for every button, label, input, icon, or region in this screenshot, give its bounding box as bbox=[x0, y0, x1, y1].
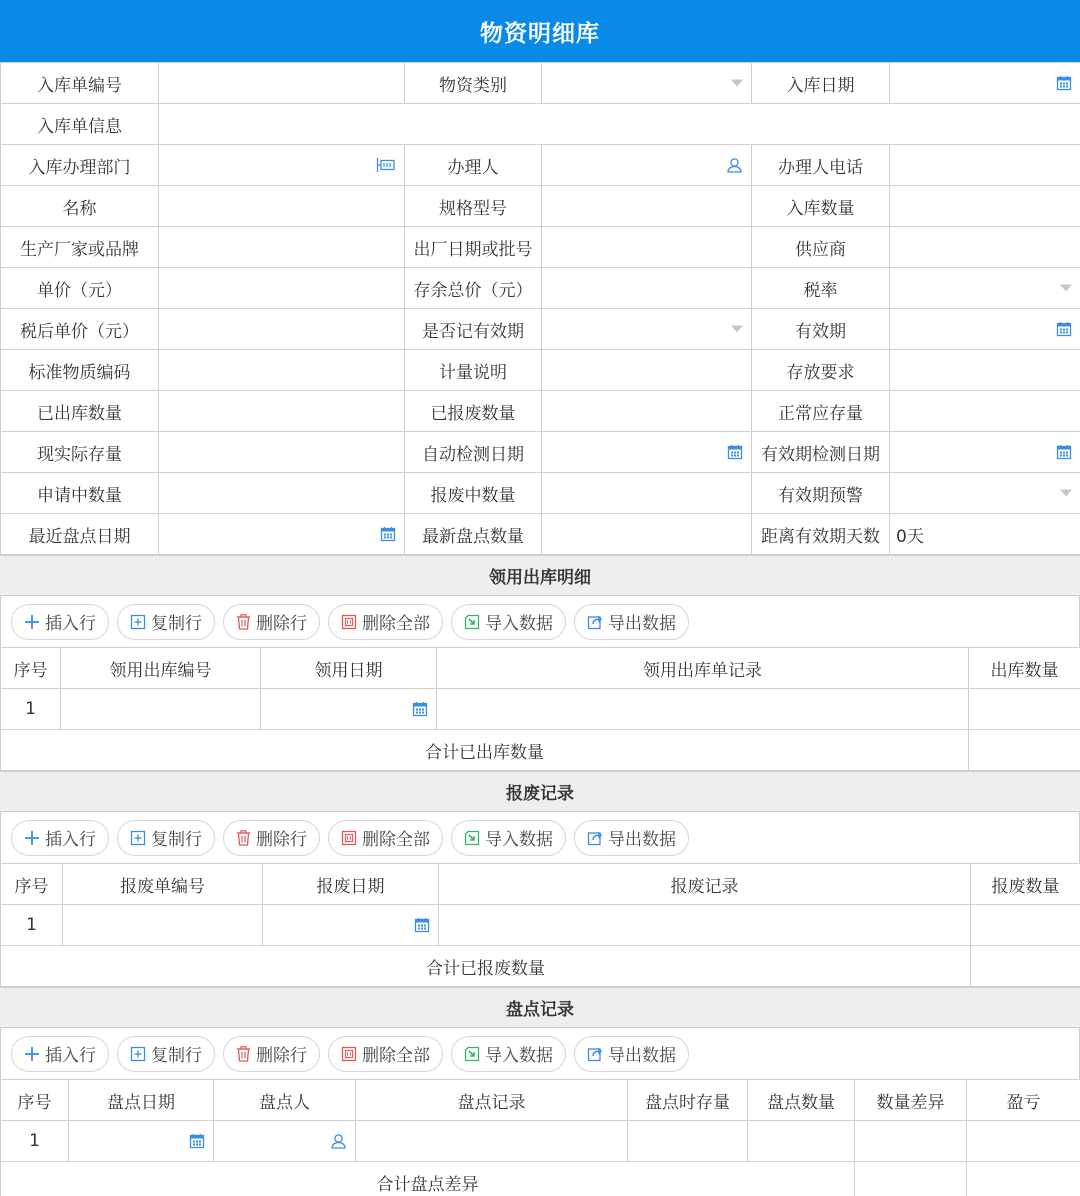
inventory-table bbox=[0, 1079, 1080, 1196]
scrap-date-input[interactable] bbox=[263, 905, 439, 946]
scrap-record-input[interactable] bbox=[439, 905, 971, 946]
scrap-toolbar bbox=[0, 812, 1080, 863]
button-label: 导入数据 bbox=[485, 830, 553, 850]
form-row bbox=[1, 186, 1080, 227]
form-input[interactable] bbox=[890, 391, 1080, 432]
inventory-stock-input[interactable] bbox=[628, 1121, 748, 1162]
import-icon bbox=[464, 1046, 480, 1062]
delete-row-button[interactable] bbox=[223, 604, 320, 640]
total-row bbox=[1, 730, 1080, 771]
form-row bbox=[1, 227, 1080, 268]
row-index: 1 bbox=[1, 1121, 69, 1162]
form-input[interactable] bbox=[159, 309, 405, 350]
row-index: 1 bbox=[1, 689, 61, 730]
form-input[interactable] bbox=[159, 268, 405, 309]
form-label: 供应商 bbox=[752, 227, 890, 268]
button-label: 复制行 bbox=[151, 830, 202, 850]
form-date-input[interactable] bbox=[890, 63, 1080, 104]
form-input[interactable] bbox=[159, 473, 405, 514]
button-label: 导入数据 bbox=[485, 1046, 553, 1066]
form-select[interactable] bbox=[890, 268, 1080, 309]
form-row bbox=[1, 145, 1080, 186]
form-label: 生产厂家或品牌 bbox=[1, 227, 159, 268]
delete-all-icon bbox=[341, 1046, 357, 1062]
total-row bbox=[1, 1162, 1080, 1196]
user-icon[interactable] bbox=[726, 157, 743, 174]
scrap-qty-input[interactable] bbox=[971, 905, 1080, 946]
section-outbound-title: 领用出库明细 bbox=[0, 555, 1080, 596]
page-title: 物资明细库 bbox=[0, 0, 1080, 62]
delete-row-button[interactable] bbox=[223, 820, 320, 856]
form-row bbox=[1, 350, 1080, 391]
header-inventory-stock: 盘点时存量 bbox=[628, 1080, 748, 1121]
form-label: 自动检测日期 bbox=[405, 432, 542, 473]
chevron-down-icon[interactable] bbox=[1060, 490, 1072, 497]
inventory-profit-input[interactable] bbox=[967, 1121, 1080, 1162]
calendar-icon[interactable] bbox=[727, 444, 743, 460]
total-label: 合计已出库数量 bbox=[1, 730, 969, 771]
form-input[interactable] bbox=[890, 145, 1080, 186]
outbound-no-input[interactable] bbox=[61, 689, 261, 730]
form-dept-picker[interactable] bbox=[159, 145, 405, 186]
button-label: 导出数据 bbox=[608, 1046, 676, 1066]
form-label: 报废中数量 bbox=[405, 473, 542, 514]
inventory-diff-input[interactable] bbox=[855, 1121, 967, 1162]
copy-row-button[interactable] bbox=[117, 1036, 215, 1072]
inventory-record-input[interactable] bbox=[356, 1121, 628, 1162]
form-select[interactable] bbox=[542, 309, 752, 350]
scrap-table bbox=[0, 863, 1080, 987]
form-input[interactable] bbox=[890, 227, 1080, 268]
plus-icon bbox=[24, 614, 40, 630]
delete-all-button[interactable] bbox=[328, 604, 443, 640]
form-input[interactable] bbox=[890, 514, 1080, 555]
form-date-input[interactable] bbox=[890, 432, 1080, 473]
inventory-qty-input[interactable] bbox=[748, 1121, 855, 1162]
header-index: 序号 bbox=[1, 864, 63, 905]
section-scrap-title: 报废记录 bbox=[0, 771, 1080, 812]
insert-row-button[interactable] bbox=[11, 820, 109, 856]
header-inventory-person: 盘点人 bbox=[214, 1080, 356, 1121]
form-date-input[interactable] bbox=[890, 309, 1080, 350]
scrap-header-row bbox=[1, 864, 1080, 905]
button-label: 插入行 bbox=[45, 614, 96, 634]
form-row bbox=[1, 104, 1080, 145]
total-value bbox=[969, 730, 1080, 771]
export-icon bbox=[587, 830, 603, 846]
form-row bbox=[1, 514, 1080, 555]
form-label: 已出库数量 bbox=[1, 391, 159, 432]
button-label: 删除全部 bbox=[362, 830, 430, 850]
form-label: 标准物质编码 bbox=[1, 350, 159, 391]
form-user-picker[interactable] bbox=[542, 145, 752, 186]
delete-all-button[interactable] bbox=[328, 1036, 443, 1072]
form-date-input[interactable] bbox=[542, 432, 752, 473]
insert-row-button[interactable] bbox=[11, 604, 109, 640]
form-row bbox=[1, 309, 1080, 350]
button-label: 复制行 bbox=[151, 614, 202, 634]
form-label: 已报废数量 bbox=[405, 391, 542, 432]
form-label: 存放要求 bbox=[752, 350, 890, 391]
form-input[interactable] bbox=[159, 104, 1080, 145]
form-input[interactable] bbox=[542, 268, 752, 309]
form-label: 物资类别 bbox=[405, 63, 542, 104]
form-input[interactable] bbox=[890, 350, 1080, 391]
button-label: 导出数据 bbox=[608, 614, 676, 634]
form-row bbox=[1, 432, 1080, 473]
copy-row-button[interactable] bbox=[117, 604, 215, 640]
export-data-button[interactable] bbox=[574, 1036, 689, 1072]
export-icon bbox=[587, 614, 603, 630]
form-label: 现实际存量 bbox=[1, 432, 159, 473]
total-label: 合计盘点差异 bbox=[1, 1162, 855, 1196]
button-label: 删除全部 bbox=[362, 614, 430, 634]
header-index: 序号 bbox=[1, 648, 61, 689]
calendar-icon[interactable] bbox=[1056, 75, 1072, 91]
form-input[interactable] bbox=[159, 391, 405, 432]
plus-icon bbox=[24, 830, 40, 846]
form-label: 最近盘点日期 bbox=[1, 514, 159, 555]
import-data-button[interactable] bbox=[451, 1036, 566, 1072]
header-outbound-record: 领用出库单记录 bbox=[437, 648, 969, 689]
header-scrap-qty: 报废数量 bbox=[971, 864, 1080, 905]
form-label: 出厂日期或批号 bbox=[405, 227, 542, 268]
total-label: 合计已报废数量 bbox=[1, 946, 971, 987]
form-label: 有效期检测日期 bbox=[752, 432, 890, 473]
form-label: 入库日期 bbox=[752, 63, 890, 104]
main-form-table bbox=[0, 62, 1080, 555]
export-icon bbox=[587, 1046, 603, 1062]
form-input[interactable] bbox=[159, 227, 405, 268]
import-data-button[interactable] bbox=[451, 604, 566, 640]
form-input[interactable] bbox=[542, 186, 752, 227]
form-select[interactable] bbox=[890, 473, 1080, 514]
calendar-icon[interactable] bbox=[1056, 321, 1072, 337]
form-value: 0天 bbox=[896, 526, 924, 547]
form-label: 入库数量 bbox=[752, 186, 890, 227]
inventory-toolbar bbox=[0, 1028, 1080, 1079]
calendar-icon[interactable] bbox=[380, 526, 396, 542]
user-icon[interactable] bbox=[330, 1133, 347, 1150]
plus-icon bbox=[24, 1046, 40, 1062]
form-input[interactable] bbox=[542, 227, 752, 268]
form-label: 有效期 bbox=[752, 309, 890, 350]
import-icon bbox=[464, 614, 480, 630]
copy-row-button[interactable] bbox=[117, 820, 215, 856]
delete-all-icon bbox=[341, 614, 357, 630]
form-label: 办理人 bbox=[405, 145, 542, 186]
copy-icon bbox=[130, 614, 146, 630]
inventory-person-input[interactable] bbox=[214, 1121, 356, 1162]
header-scrap-record: 报废记录 bbox=[439, 864, 971, 905]
inventory-header-row bbox=[1, 1080, 1080, 1121]
outbound-record-input[interactable] bbox=[437, 689, 969, 730]
button-label: 删除行 bbox=[256, 830, 307, 850]
header-inventory-qty: 盘点数量 bbox=[748, 1080, 855, 1121]
chevron-down-icon[interactable] bbox=[731, 80, 743, 87]
delete-all-button[interactable] bbox=[328, 820, 443, 856]
header-index: 序号 bbox=[1, 1080, 69, 1121]
form-input[interactable] bbox=[159, 432, 405, 473]
outbound-table bbox=[0, 647, 1080, 771]
form-input[interactable] bbox=[159, 186, 405, 227]
calendar-icon[interactable] bbox=[412, 701, 428, 717]
header-outbound-date: 领用日期 bbox=[261, 648, 437, 689]
form-label: 正常应存量 bbox=[752, 391, 890, 432]
form-label: 计量说明 bbox=[405, 350, 542, 391]
copy-icon bbox=[130, 1046, 146, 1062]
form-row bbox=[1, 63, 1080, 104]
total-value bbox=[855, 1162, 967, 1196]
chevron-down-icon[interactable] bbox=[731, 326, 743, 333]
form-row bbox=[1, 268, 1080, 309]
form-input[interactable] bbox=[159, 63, 405, 104]
outbound-toolbar bbox=[0, 596, 1080, 647]
form-label: 是否记有效期 bbox=[405, 309, 542, 350]
form-select[interactable] bbox=[542, 63, 752, 104]
button-label: 删除行 bbox=[256, 1046, 307, 1066]
form-label: 办理人电话 bbox=[752, 145, 890, 186]
copy-icon bbox=[130, 830, 146, 846]
form-label: 存余总价（元） bbox=[405, 268, 542, 309]
table-row bbox=[1, 689, 1080, 730]
import-icon bbox=[464, 830, 480, 846]
header-outbound-qty: 出库数量 bbox=[969, 648, 1080, 689]
button-label: 删除行 bbox=[256, 614, 307, 634]
button-label: 导出数据 bbox=[608, 830, 676, 850]
form-input[interactable] bbox=[542, 514, 752, 555]
form-label: 入库单信息 bbox=[1, 104, 159, 145]
total-row bbox=[1, 946, 1080, 987]
form-row bbox=[1, 391, 1080, 432]
total-profit bbox=[967, 1162, 1080, 1196]
form-input[interactable] bbox=[542, 350, 752, 391]
row-index: 1 bbox=[1, 905, 63, 946]
form-input[interactable] bbox=[542, 391, 752, 432]
button-label: 导入数据 bbox=[485, 614, 553, 634]
calendar-icon[interactable] bbox=[189, 1133, 205, 1149]
org-icon[interactable] bbox=[376, 157, 396, 173]
inventory-date-input[interactable] bbox=[69, 1121, 214, 1162]
trash-icon bbox=[236, 830, 251, 846]
header-outbound-no: 领用出库编号 bbox=[61, 648, 261, 689]
calendar-icon[interactable] bbox=[1056, 444, 1072, 460]
scrap-no-input[interactable] bbox=[63, 905, 263, 946]
header-inventory-profit: 盈亏 bbox=[967, 1080, 1080, 1121]
header-inventory-record: 盘点记录 bbox=[356, 1080, 628, 1121]
form-label: 最新盘点数量 bbox=[405, 514, 542, 555]
import-data-button[interactable] bbox=[451, 820, 566, 856]
header-scrap-date: 报废日期 bbox=[263, 864, 439, 905]
export-data-button[interactable] bbox=[574, 820, 689, 856]
export-data-button[interactable] bbox=[574, 604, 689, 640]
form-input[interactable] bbox=[542, 473, 752, 514]
form-input[interactable] bbox=[159, 350, 405, 391]
form-label: 税后单价（元） bbox=[1, 309, 159, 350]
outbound-qty-input[interactable] bbox=[969, 689, 1080, 730]
form-label: 有效期预警 bbox=[752, 473, 890, 514]
form-label: 入库办理部门 bbox=[1, 145, 159, 186]
header-inventory-date: 盘点日期 bbox=[69, 1080, 214, 1121]
outbound-header-row bbox=[1, 648, 1080, 689]
form-label: 单价（元） bbox=[1, 268, 159, 309]
form-label: 名称 bbox=[1, 186, 159, 227]
header-scrap-no: 报废单编号 bbox=[63, 864, 263, 905]
form-input[interactable] bbox=[890, 186, 1080, 227]
button-label: 删除全部 bbox=[362, 1046, 430, 1066]
header-inventory-diff: 数量差异 bbox=[855, 1080, 967, 1121]
form-row bbox=[1, 473, 1080, 514]
outbound-date-input[interactable] bbox=[261, 689, 437, 730]
form-label: 申请中数量 bbox=[1, 473, 159, 514]
delete-all-icon bbox=[341, 830, 357, 846]
form-label: 入库单编号 bbox=[1, 63, 159, 104]
calendar-icon[interactable] bbox=[414, 917, 430, 933]
table-row bbox=[1, 1121, 1080, 1162]
insert-row-button[interactable] bbox=[11, 1036, 109, 1072]
section-inventory-title: 盘点记录 bbox=[0, 987, 1080, 1028]
form-label: 税率 bbox=[752, 268, 890, 309]
button-label: 插入行 bbox=[45, 830, 96, 850]
form-label: 规格型号 bbox=[405, 186, 542, 227]
button-label: 插入行 bbox=[45, 1046, 96, 1066]
button-label: 复制行 bbox=[151, 1046, 202, 1066]
total-value bbox=[971, 946, 1080, 987]
table-row bbox=[1, 905, 1080, 946]
form-label: 距离有效期天数 bbox=[752, 514, 890, 555]
form-date-input[interactable] bbox=[159, 514, 405, 555]
trash-icon bbox=[236, 614, 251, 630]
trash-icon bbox=[236, 1046, 251, 1062]
delete-row-button[interactable] bbox=[223, 1036, 320, 1072]
chevron-down-icon[interactable] bbox=[1060, 285, 1072, 292]
